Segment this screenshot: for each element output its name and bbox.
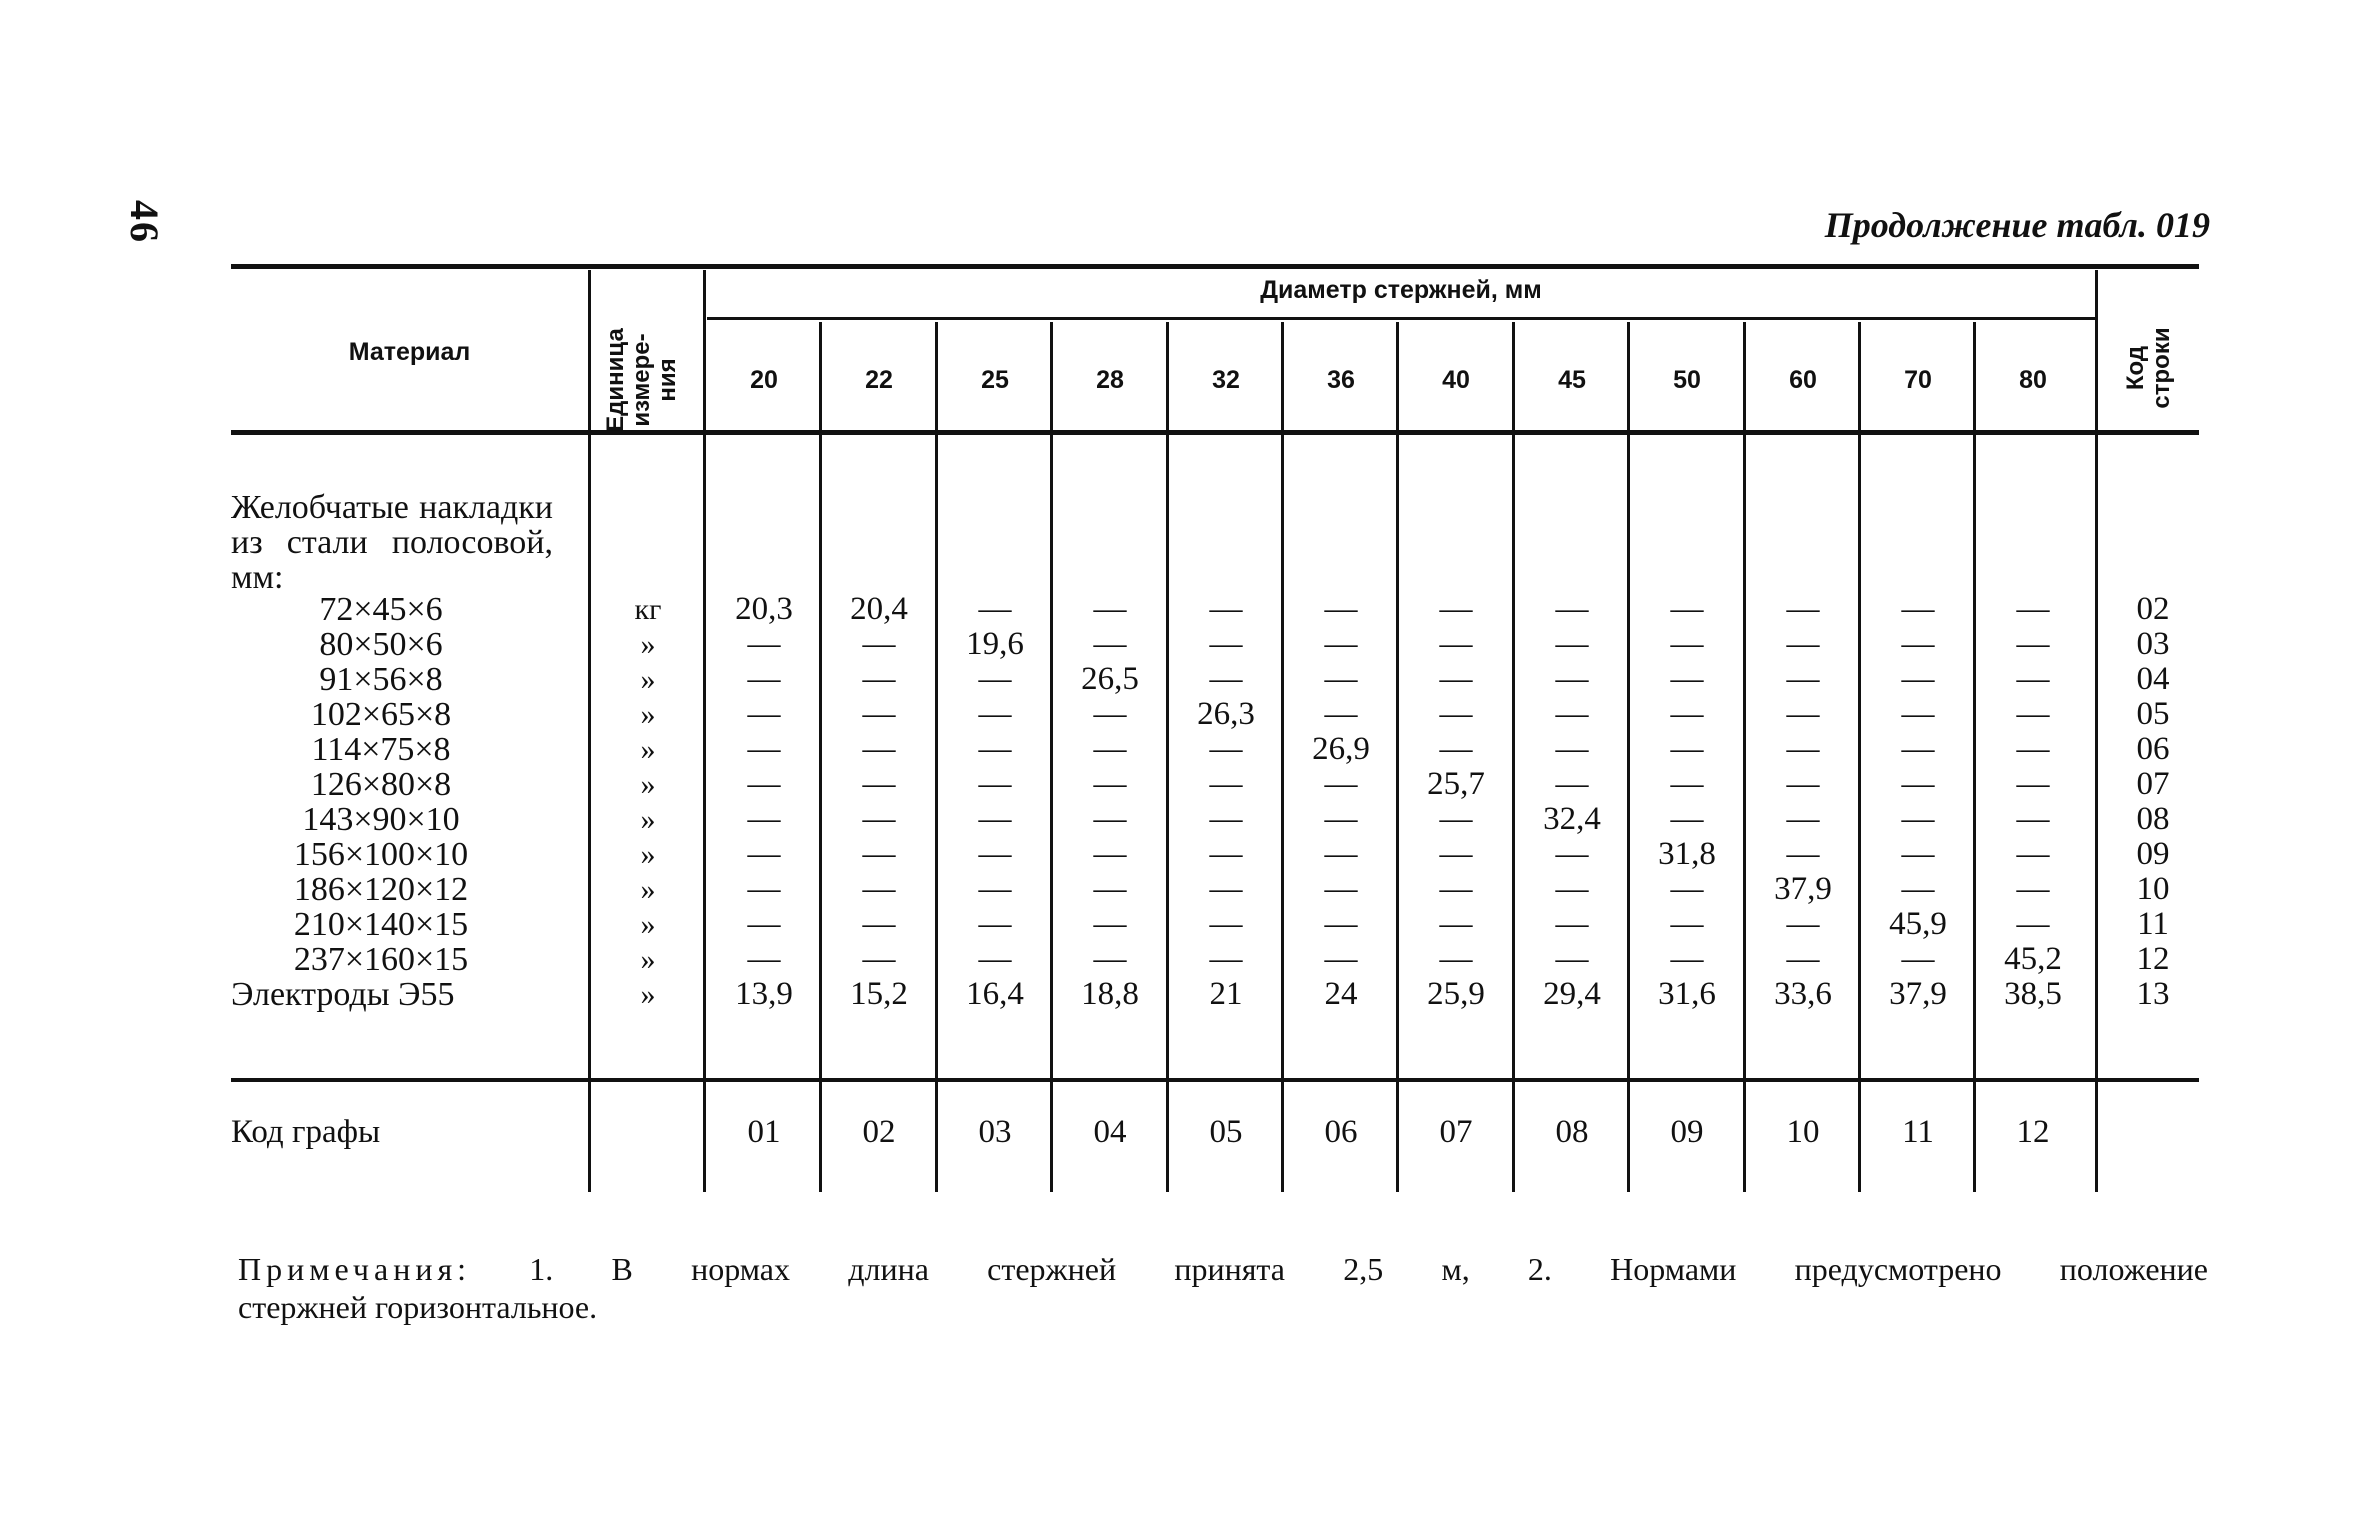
table-cell: — [1324, 591, 1358, 627]
table-cell: 16,4 [966, 976, 1024, 1012]
table-cell: — [1786, 626, 1820, 662]
table-cell: — [978, 766, 1012, 802]
table-cell: — [1555, 906, 1589, 942]
table-cell: — [1555, 836, 1589, 872]
table-cell: 13,9 [735, 976, 793, 1012]
table-cell: — [1670, 591, 1704, 627]
row-code: 02 [2136, 591, 2170, 627]
footer-code: 07 [1439, 1114, 1473, 1150]
header-diameter-col: 45 [1558, 366, 1586, 394]
table-cell: — [1439, 836, 1473, 872]
header-diameter-col: 28 [1096, 366, 1124, 394]
column-rule-code [2095, 270, 2098, 1192]
row-material: 186×120×12 [293, 871, 469, 908]
table-cell: 25,9 [1427, 976, 1485, 1012]
table-cell: — [978, 871, 1012, 907]
header-diameter-col: 22 [865, 366, 893, 394]
diameter-group-rule [707, 317, 2095, 320]
table-cell: — [747, 906, 781, 942]
table-cell: — [1901, 731, 1935, 767]
table-cell: — [1093, 766, 1127, 802]
table-cell: — [747, 766, 781, 802]
table-cell: — [747, 696, 781, 732]
notes-line-2: стержней горизонтальное. [238, 1289, 598, 1325]
table-cell: — [2016, 661, 2050, 697]
header-diameter-col: 32 [1212, 366, 1240, 394]
table-cell: — [1555, 871, 1589, 907]
footer-code: 04 [1093, 1114, 1127, 1150]
table-cell: — [1324, 766, 1358, 802]
table-cell: — [978, 731, 1012, 767]
table-cell: — [1555, 591, 1589, 627]
table-cell: — [1324, 696, 1358, 732]
table-cell: 31,8 [1658, 836, 1716, 872]
row-code: 10 [2136, 871, 2170, 907]
table-cell: — [1786, 801, 1820, 837]
table-cell: — [1439, 871, 1473, 907]
table-cell: — [978, 836, 1012, 872]
table-cell: — [1670, 766, 1704, 802]
footer-code: 05 [1209, 1114, 1243, 1150]
table-cell: — [1901, 836, 1935, 872]
row-material: 126×80×8 [310, 766, 452, 803]
table-cell: — [1209, 766, 1243, 802]
table-cell: — [1209, 591, 1243, 627]
header-diameter: Диаметр стержней, мм [1260, 276, 1542, 304]
table-cell: 20,3 [735, 591, 793, 627]
footer-code: 09 [1670, 1114, 1704, 1150]
table-cell: 21 [1209, 976, 1243, 1012]
table-cell: — [1439, 731, 1473, 767]
table-cell: — [1439, 591, 1473, 627]
table-cell: — [747, 626, 781, 662]
table-cell: — [1324, 661, 1358, 697]
table-cell: — [1555, 731, 1589, 767]
table-cell: — [1209, 871, 1243, 907]
table-cell: — [747, 661, 781, 697]
table-cell: — [1670, 696, 1704, 732]
table-cell: — [1439, 626, 1473, 662]
table-cell: — [1555, 696, 1589, 732]
row-material: 80×50×6 [319, 626, 443, 663]
table-cell: — [1786, 906, 1820, 942]
table-cell: — [2016, 626, 2050, 662]
footer-code: 06 [1324, 1114, 1358, 1150]
table-cell: — [747, 836, 781, 872]
table-cell: — [1786, 591, 1820, 627]
table-cell: — [1670, 661, 1704, 697]
table-cell: — [1901, 696, 1935, 732]
table-cell: — [2016, 906, 2050, 942]
table-cell: — [862, 801, 896, 837]
table-cell: — [747, 871, 781, 907]
table-cell: 18,8 [1081, 976, 1139, 1012]
page-number: 46 [122, 200, 167, 244]
table-cell: — [862, 871, 896, 907]
group-label: Желобчатые накладки из стали полосовой, мм: [231, 489, 553, 596]
row-code: 12 [2136, 941, 2170, 977]
row-material: 72×45×6 [319, 591, 443, 628]
table-cell: — [1786, 766, 1820, 802]
row-material: 156×100×10 [293, 836, 469, 873]
footer-code: 08 [1555, 1114, 1589, 1150]
table-cell: — [978, 941, 1012, 977]
row-material: 210×140×15 [293, 906, 469, 943]
table-cell: — [1324, 626, 1358, 662]
footer-code: 01 [747, 1114, 781, 1150]
row-unit: » [640, 768, 656, 801]
table-cell: 29,4 [1543, 976, 1601, 1012]
table-cell: — [1786, 661, 1820, 697]
table-cell: — [978, 906, 1012, 942]
table-cell: — [1786, 696, 1820, 732]
table-cell: 19,6 [966, 626, 1024, 662]
row-unit: » [640, 628, 656, 661]
table-cell: — [1901, 591, 1935, 627]
table-cell: — [1670, 626, 1704, 662]
table-cell: — [1209, 661, 1243, 697]
table-cell: — [1901, 626, 1935, 662]
header-diameter-col: 36 [1327, 366, 1355, 394]
row-material: 91×56×8 [319, 661, 443, 698]
row-material: 102×65×8 [310, 696, 452, 733]
footer-code: 03 [978, 1114, 1012, 1150]
table-cell: 24 [1324, 976, 1358, 1012]
table-cell: — [1901, 801, 1935, 837]
table-cell: — [1439, 696, 1473, 732]
table-cell: — [1324, 801, 1358, 837]
row-code: 09 [2136, 836, 2170, 872]
table-cell: — [1439, 941, 1473, 977]
header-diameter-col: 20 [750, 366, 778, 394]
column-rule-unit [703, 270, 706, 1192]
table-cell: — [2016, 731, 2050, 767]
row-unit: » [640, 978, 656, 1011]
table-cell: — [1901, 661, 1935, 697]
table-cell: — [1555, 941, 1589, 977]
header-diameter-col: 40 [1442, 366, 1470, 394]
table-cell: — [1439, 661, 1473, 697]
table-cell: 38,5 [2004, 976, 2062, 1012]
table-cell: 32,4 [1543, 801, 1601, 837]
table-cell: — [1093, 871, 1127, 907]
row-code: 05 [2136, 696, 2170, 732]
header-unit: Единица измере- ния [602, 328, 681, 432]
table-cell: — [1786, 836, 1820, 872]
table-cell: — [862, 731, 896, 767]
footer-top-rule [231, 1078, 2199, 1082]
table-cell: — [862, 836, 896, 872]
header-diameter-col: 70 [1904, 366, 1932, 394]
table-cell: 25,7 [1427, 766, 1485, 802]
row-code: 08 [2136, 801, 2170, 837]
row-unit: » [640, 698, 656, 731]
table-cell: — [1093, 731, 1127, 767]
table-cell: — [2016, 766, 2050, 802]
row-unit: » [640, 943, 656, 976]
header-code: Код строки [2122, 327, 2175, 409]
row-code: 11 [2137, 906, 2169, 942]
table-cell: — [1093, 836, 1127, 872]
table-cell: — [1670, 801, 1704, 837]
notes-line-1: 1. В нормах длина стержней принята 2,5 м, 2. Нормами предусмотрено положение [529, 1251, 2209, 1287]
row-unit: » [640, 873, 656, 906]
table-cell: — [1786, 731, 1820, 767]
table-cell: — [862, 661, 896, 697]
notes [238, 1250, 2208, 1326]
table-cell: — [1324, 906, 1358, 942]
table-cell: — [1093, 801, 1127, 837]
row-unit: » [640, 663, 656, 696]
header-bottom-rule [231, 430, 2199, 435]
row-code: 07 [2136, 766, 2170, 802]
table-cell: — [1209, 906, 1243, 942]
table-cell: — [1093, 906, 1127, 942]
row-material: 237×160×15 [293, 941, 469, 978]
table-cell: 37,9 [1774, 871, 1832, 907]
table-cell: — [1209, 731, 1243, 767]
table-cell: — [1093, 626, 1127, 662]
footer-code: 12 [2016, 1114, 2050, 1150]
row-unit: » [640, 908, 656, 941]
table-cell: — [1209, 626, 1243, 662]
row-code: 06 [2136, 731, 2170, 767]
header-diameter-col: 50 [1673, 366, 1701, 394]
table-cell: 26,9 [1312, 731, 1370, 767]
row-code: 13 [2136, 976, 2170, 1012]
row-material: 143×90×10 [302, 801, 460, 838]
row-material: Электроды Э55 [231, 976, 455, 1013]
table-cell: — [2016, 591, 2050, 627]
table-cell: 33,6 [1774, 976, 1832, 1012]
table-cell: — [1093, 941, 1127, 977]
table-cell: — [862, 941, 896, 977]
table-cell: — [1670, 941, 1704, 977]
table-cell: — [1093, 696, 1127, 732]
notes-prefix: Примечания: [238, 1251, 472, 1287]
table-cell: — [1209, 801, 1243, 837]
table-cell: — [1670, 731, 1704, 767]
table-cell: — [1901, 871, 1935, 907]
footer-label: Код графы [231, 1114, 381, 1150]
row-code: 03 [2136, 626, 2170, 662]
footer-code: 11 [1902, 1114, 1934, 1150]
table-cell: — [2016, 801, 2050, 837]
table-cell: — [1324, 941, 1358, 977]
row-unit: » [640, 838, 656, 871]
table-cell: 20,4 [850, 591, 908, 627]
table-cell: — [747, 731, 781, 767]
table-cell: — [862, 696, 896, 732]
table-cell: — [1439, 906, 1473, 942]
table-cell: — [862, 766, 896, 802]
table-cell: — [1324, 871, 1358, 907]
table-cell: — [1209, 836, 1243, 872]
table-cell: — [1555, 626, 1589, 662]
table-cell: — [2016, 836, 2050, 872]
table-cell: 37,9 [1889, 976, 1947, 1012]
table-cell: 26,5 [1081, 661, 1139, 697]
table-cell: — [1901, 766, 1935, 802]
row-unit: » [640, 803, 656, 836]
table-cell: — [862, 906, 896, 942]
table-cell: 45,9 [1889, 906, 1947, 942]
table-cell: — [1324, 836, 1358, 872]
header-diameter-col: 60 [1789, 366, 1817, 394]
table-cell: — [1439, 801, 1473, 837]
table-cell: — [1901, 941, 1935, 977]
footer-code: 02 [862, 1114, 896, 1150]
header-material: Материал [348, 338, 471, 366]
table-cell: — [978, 696, 1012, 732]
table-cell: — [978, 661, 1012, 697]
table-cell: 31,6 [1658, 976, 1716, 1012]
table-cell: — [1670, 906, 1704, 942]
table-cell: — [1555, 766, 1589, 802]
table-cell: 26,3 [1197, 696, 1255, 732]
footer-code: 10 [1786, 1114, 1820, 1150]
row-code: 04 [2136, 661, 2170, 697]
table-cell: — [862, 626, 896, 662]
row-unit: кг [634, 593, 662, 626]
header-diameter-col: 80 [2019, 366, 2047, 394]
row-material: 114×75×8 [311, 731, 451, 768]
table-cell: 15,2 [850, 976, 908, 1012]
row-unit: » [640, 733, 656, 766]
table-cell: — [1209, 941, 1243, 977]
table-continuation-title: Продолжение табл. 019 [1824, 205, 2210, 245]
table-cell: — [2016, 696, 2050, 732]
table-top-rule [231, 264, 2199, 269]
table-cell: — [1786, 941, 1820, 977]
table-cell: — [2016, 871, 2050, 907]
table-cell: — [978, 591, 1012, 627]
table-cell: 45,2 [2004, 941, 2062, 977]
table-cell: — [1670, 871, 1704, 907]
table-cell: — [747, 801, 781, 837]
table-cell: — [1555, 661, 1589, 697]
table-cell: — [747, 941, 781, 977]
header-diameter-col: 25 [981, 366, 1009, 394]
column-rule-material [588, 270, 591, 1192]
table-cell: — [978, 801, 1012, 837]
table-cell: — [1093, 591, 1127, 627]
